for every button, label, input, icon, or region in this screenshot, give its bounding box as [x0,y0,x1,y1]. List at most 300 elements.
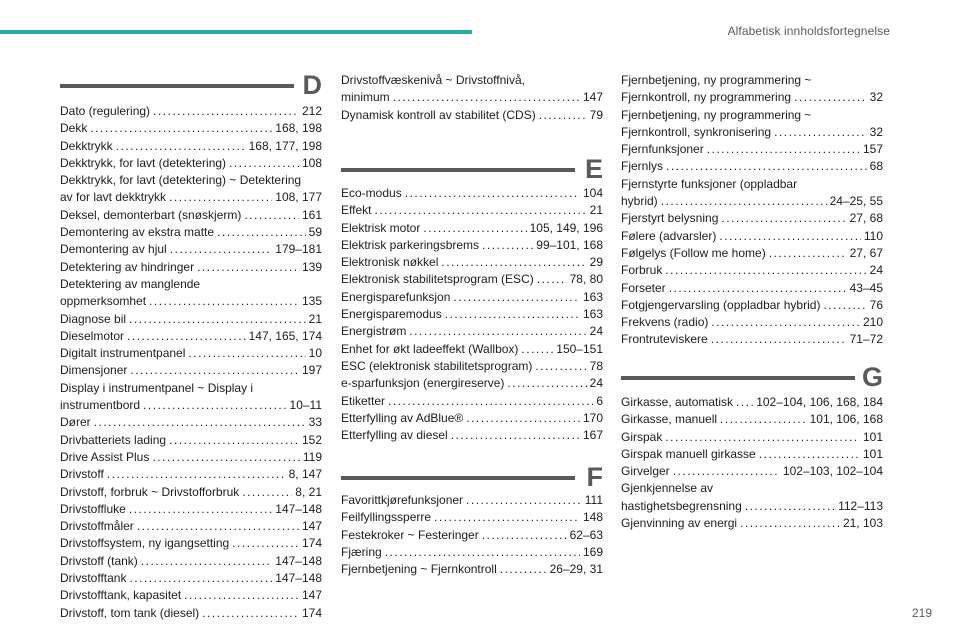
index-entry-page: 161 [301,207,322,222]
index-entry-page: 111 [584,493,603,507]
index-entry [60,328,322,345]
index-entry-label: Drivstoff [60,467,104,482]
index-entry-page: 24 [589,324,603,339]
header-title: Alfabetisk innholdsfortegnelse [727,24,890,38]
index-entry-label: Dører [60,415,91,430]
index-entry-label: Fjernbetjening, ny programmering ~ [621,73,812,87]
index-entry-page: 163 [582,307,603,322]
dot-leader [466,492,582,509]
index-entry [60,207,322,224]
index-entry [621,262,883,279]
index-entry-page: 104 [582,186,603,200]
index-entry [60,241,322,258]
index-entry-page: 10–11 [289,398,322,413]
index-entry [621,107,883,124]
index-entry [60,120,322,137]
dot-leader [535,358,586,375]
index-entry-page: 78, 80 [569,272,603,287]
index-entry-label: Forseter [621,280,666,295]
index-entry-page: 102–104, 106, 168, 184 [756,395,883,409]
index-entry [341,107,603,124]
index-entry-label: Drivbatteriets lading [60,432,167,447]
index-entry [621,446,883,463]
dot-leader [794,89,867,106]
index-entry-label: Dekk [60,121,88,136]
index-entry-label: Frontruteviskere [621,332,708,347]
index-entry [60,276,322,293]
dot-leader [441,254,586,271]
dot-leader [665,262,866,279]
index-entry [621,411,883,428]
index-entry [60,449,322,466]
index-entry-page: 110 [863,228,883,243]
index-entry-label: Girkasse, automatisk [621,395,734,409]
index-entry-label: Enhet for økt ladeeffekt (Wallbox) [341,341,519,356]
dot-leader [774,124,867,141]
index-entry-label: Dieselmotor [60,328,125,343]
index-entry-page: 21 [308,311,322,326]
dot-leader [823,297,866,314]
dot-leader [127,328,246,345]
index-entry-label: Diagnose bil [60,311,127,326]
index-entry-label: Energisparefunksjon [341,289,451,304]
index-entry-label: Dekktrykk, for lavt (detektering) [60,155,227,170]
index-entry-label: e-sparfunksjon (energireserve) [341,376,505,391]
index-entry-label: Detektering av manglende [60,276,201,291]
index-entry-page: 27, 68 [849,211,883,226]
section-entries-d [60,103,322,622]
index-entry [621,331,883,348]
index-entry [341,393,603,410]
index-entry-page: 8, 147 [288,467,322,482]
index-entry-page: 27, 67 [849,245,883,260]
index-entry-page: 29 [589,255,603,270]
index-entry-page: 76 [869,297,883,312]
index-entry [60,466,322,483]
index-entry-page: 147–148 [275,571,322,586]
index-entry-page: 150–151 [556,341,603,356]
index-entry [621,89,883,106]
index-entry [621,498,883,515]
index-entry-label: Demontering av ekstra matte [60,225,215,240]
dot-leader [673,463,780,480]
index-entry-label: Drivstofftank, kapasitet [60,588,182,603]
section-letter: F [586,462,603,492]
index-entry-page: 62–63 [569,527,603,542]
index-entry [60,138,322,155]
section-entries-d-continued [341,72,603,124]
index-entry [60,259,322,276]
index-entry [621,193,883,210]
dot-leader [94,414,306,431]
index-entry-label: Følere (advarsler) [621,228,717,243]
index-entry [621,515,883,532]
index-entry [341,289,603,306]
section-header-d [60,68,322,108]
index-entry-page: 168, 198 [275,121,322,136]
index-entry-page: 147 [301,588,322,603]
dot-leader [202,605,299,622]
index-entry [341,527,603,544]
index-entry [60,311,322,328]
index-entry [621,394,883,411]
index-entry-label: Drivstoff, forbruk ~ Drivstofforbruk [60,484,240,499]
index-entry-label: Dimensjoner [60,363,128,378]
dot-leader [707,141,860,158]
dot-leader [90,120,272,137]
index-entry [341,237,603,254]
dot-leader [451,427,580,444]
index-entry-label: ESC (elektronisk stabilitetsprogram) [341,358,533,373]
section-entries-f-continued [621,72,883,349]
index-entry-page: 101 [862,446,883,461]
index-entry-page: 157 [862,142,883,157]
index-entry-page: 147 [301,519,322,534]
header-accent-bar [0,30,472,34]
index-entry-label: Gjenvinning av energi [621,516,738,531]
dot-leader [129,501,272,518]
index-entry-label: Dato (regulering) [60,104,151,118]
index-entry [60,103,322,120]
index-entry-label: Deksel, demonterbart (snøskjerm) [60,207,242,222]
index-entry-page: 135 [301,294,322,309]
index-entry-label: Dekktrykk, for lavt (detektering) ~ Detektering [60,173,302,188]
index-entry-page: 163 [582,289,603,304]
index-entry-page: 152 [301,432,322,447]
index-entry-page: 8, 21 [295,484,322,499]
dot-leader [184,587,299,604]
index-entry [341,509,603,526]
dot-leader [466,410,580,427]
index-entry-page: 147–148 [275,553,322,568]
dot-leader [374,202,586,219]
dot-leader [129,311,306,328]
index-entry [60,501,322,518]
index-entry-label: av for lavt dekktrykk [60,190,167,205]
index-entry-label: Girvelger [621,464,670,479]
dot-leader [409,323,586,340]
dot-leader [188,345,305,362]
dot-leader [232,535,299,552]
index-entry-page: 168, 177, 198 [248,138,322,153]
dot-leader [537,271,567,288]
index-entry-label: Fjæring [341,544,382,559]
index-entry [621,280,883,297]
index-entry [621,124,883,141]
index-entry [60,172,322,189]
index-entry [60,380,322,397]
index-entry-page: 79 [589,107,603,122]
index-entry-label: Favorittkjørefunksjoner [341,493,464,507]
index-entry [60,293,322,310]
index-entry [60,535,322,552]
index-entry [60,397,322,414]
dot-leader [482,527,567,544]
index-entry [60,432,322,449]
index-entry-label: Feilfyllingssperre [341,510,432,525]
section-letter: D [302,70,322,100]
index-entry [60,553,322,570]
index-entry-page: 21, 103 [842,516,883,531]
index-entry-label: Display i instrumentpanel ~ Display i [60,380,254,395]
index-entry-page: 43–45 [849,280,883,295]
index-entry [341,254,603,271]
section-entries-f [341,492,603,578]
section-rule [60,84,294,88]
dot-leader [152,449,300,466]
index-entry-page: 174 [301,605,322,620]
dot-leader [107,466,286,483]
index-entry-label: Festekroker ~ Festeringer [341,527,479,542]
index-entry-page: 119 [302,449,322,464]
section-entries-g [621,394,883,532]
dot-leader [539,107,587,124]
index-entry-page: 147 [582,90,603,105]
dot-leader [736,394,753,411]
index-entry-label: Drivstoffluke [60,501,126,516]
index-entry [621,245,883,262]
index-entry-page: 170 [582,410,603,425]
index-entry-label: Demontering av hjul [60,242,167,257]
index-entry [341,323,603,340]
dot-leader [143,397,286,414]
dot-leader [388,393,593,410]
index-entry-page: 101, 106, 168 [809,412,883,427]
dot-leader [434,509,580,526]
dot-leader [217,224,306,241]
index-entry [60,605,322,622]
dot-leader [445,306,580,323]
index-entry-label: hastighetsbegrensning [621,498,742,513]
index-entry [341,306,603,323]
index-entry [60,414,322,431]
index-entry-page: 108 [301,155,322,170]
index-entry-label: Fjernkontroll, ny programmering [621,90,792,105]
index-entry-label: Følgelys (Follow me home) [621,245,766,260]
index-entry-page: 102–103, 102–104 [782,464,883,479]
dot-leader [711,331,847,348]
index-entry [341,427,603,444]
index-entry-label: Drivstoff, tom tank (diesel) [60,605,200,620]
index-entry-page: 210 [862,315,883,330]
index-entry-label: Fjernstyrte funksjoner (oppladbar [621,176,798,191]
index-entry-page: 147–148 [275,501,322,516]
index-entry-page: 174 [301,536,322,551]
index-entry-label: Gjenkjennelse av [621,481,714,496]
dot-leader [169,432,299,449]
index-entry-label: Elektronisk nøkkel [341,255,439,270]
index-entry-label: Girkasse, manuell [621,412,718,427]
index-entry [341,202,603,219]
index-entry-label: Fjernbetjening, ny programmering ~ [621,107,812,122]
dot-leader [500,561,547,578]
index-entry-page: 169 [582,544,603,559]
dot-leader [116,138,246,155]
index-entry-page: 21 [589,203,603,218]
index-entry [341,492,603,509]
index-entry-page: 71–72 [849,332,883,347]
dot-leader [665,429,860,446]
index-entry-page: 10 [308,346,322,361]
index-entry-page: 167 [582,428,603,443]
section-letter: G [861,362,883,392]
index-entry-page: 147, 165, 174 [248,328,322,343]
index-entry-label: Energisparemodus [341,307,442,322]
index-entry [621,314,883,331]
index-entry [621,297,883,314]
index-entry [621,463,883,480]
index-entry-page: 99–101, 168 [536,237,603,252]
index-entry [341,89,603,106]
dot-leader [197,259,299,276]
dot-leader [405,185,580,202]
index-entry-page: 179–181 [275,242,322,257]
dot-leader [244,207,299,224]
index-entry-page: 212 [301,104,322,118]
index-entry [341,185,603,202]
index-entry-page: 78 [589,358,603,373]
dot-leader [769,245,847,262]
section-rule [341,168,575,172]
index-entry-page: 59 [308,225,322,240]
dot-leader [153,103,299,120]
dot-leader [141,553,272,570]
index-entry-page: 24–25, 55 [829,194,883,209]
index-entry [341,358,603,375]
index-entry-page: 108, 177 [275,190,322,205]
index-entry-label: Effekt [341,203,372,218]
dot-leader [482,237,533,254]
index-entry-label: Fjernlys [621,159,664,174]
index-entry-label: Girspak manuell girkasse [621,446,756,461]
index-entry-page: 105, 149, 196 [529,220,603,235]
dot-leader [149,293,299,310]
section-letter: E [584,154,603,184]
index-entry [341,271,603,288]
index-entry-label: Fjernbetjening ~ Fjernkontroll [341,562,497,577]
index-entry [60,155,322,172]
dot-leader [170,241,273,258]
index-entry [60,224,322,241]
index-entry-label: Fotgjengervarsling (oppladbar hybrid) [621,297,821,312]
index-entry-label: Forbruk [621,263,663,278]
dot-leader [669,280,847,297]
dot-leader [721,210,846,227]
index-entry-label: minimum [341,90,390,105]
index-entry-page: 112–113 [838,498,883,513]
section-entries-e [341,185,603,444]
index-entry-label: Drive Assist Plus [60,449,150,464]
index-entry-label: Elektronisk stabilitetsprogram (ESC) [341,272,534,287]
index-entry-label: Frekvens (radio) [621,315,709,330]
index-entry-label: Digitalt instrumentpanel [60,346,186,361]
index-entry-page: 32 [869,124,883,139]
dot-leader [137,518,299,535]
index-entry-page: 148 [582,510,603,525]
dot-leader [759,446,860,463]
index-entry-label: hybrid) [621,194,658,209]
index-entry-label: Fjernkontroll, synkronisering [621,124,772,139]
index-entry [60,189,322,206]
index-entry [341,544,603,561]
index-entry [341,375,603,392]
index-entry-page: 24 [869,263,883,278]
section-rule [341,476,575,480]
dot-leader [711,314,860,331]
index-entry [60,345,322,362]
index-entry [621,158,883,175]
index-entry-page: 26–29, 31 [549,562,603,577]
index-entry-label: Energistrøm [341,324,407,339]
index-entry-label: Fjernfunksjoner [621,142,704,157]
index-entry-label: Fjerstyrt belysning [621,211,719,226]
index-entry [60,587,322,604]
index-entry-label: Elektrisk parkeringsbrems [341,237,480,252]
index-entry [621,480,883,497]
index-entry [341,410,603,427]
index-entry-label: Eco-modus [341,186,402,200]
index-entry [341,72,603,89]
index-entry-label: Detektering av hindringer [60,259,195,274]
index-entry [341,220,603,237]
dot-leader [661,193,827,210]
index-entry [60,518,322,535]
index-entry [621,72,883,89]
index-entry-page: 101 [862,429,883,444]
dot-leader [507,375,586,392]
index-entry-page: 24 [589,376,603,391]
index-entry [621,176,883,193]
index-entry-label: Elektrisk motor [341,220,421,235]
index-entry [60,570,322,587]
index-entry-page: 33 [308,415,322,430]
index-entry-label: Dekktrykk [60,138,113,153]
page-number: 219 [911,606,932,620]
dot-leader [130,362,299,379]
dot-leader [242,484,292,501]
index-entry-label: Girspak [621,429,663,444]
dot-leader [393,89,580,106]
index-entry-label: Dynamisk kontroll av stabilitet (CDS) [341,107,536,122]
dot-leader [423,220,526,237]
index-entry-label: instrumentbord [60,398,141,413]
dot-leader [719,228,861,245]
index-entry [621,141,883,158]
dot-leader [229,155,299,172]
dot-leader [169,189,272,206]
index-entry-page: 32 [869,90,883,105]
index-entry-label: Drivstoffmåler [60,519,134,534]
section-rule [621,376,855,380]
index-entry-page: 139 [301,259,322,274]
index-entry [341,341,603,358]
index-entry [60,362,322,379]
index-entry-page: 68 [869,159,883,174]
dot-leader [453,289,580,306]
dot-leader [521,341,553,358]
index-entry-label: Drivstoffvæskenivå ~ Drivstoffnivå, [341,73,525,87]
index-entry-page: 6 [596,393,603,408]
dot-leader [745,498,835,515]
index-entry-label: Drivstofftank [60,571,127,586]
index-entry-label: Etterfylling av diesel [341,428,448,443]
index-entry [621,228,883,245]
dot-leader [129,570,272,587]
index-entry [621,429,883,446]
index-entry-label: Etterfylling av AdBlue® [341,410,464,425]
dot-leader [385,544,580,561]
dot-leader [666,158,867,175]
